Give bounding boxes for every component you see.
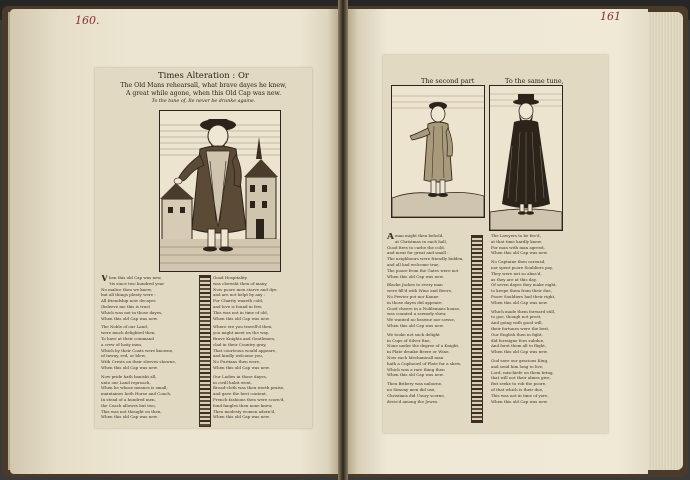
ballad-tune: To the tune of, Ile never be drunke againe. [151, 99, 256, 104]
verse-line: Lord, mischiefe on them bring, [491, 369, 554, 375]
verse-line: Broad-cloth was then worth praise, [213, 385, 285, 391]
verse-line: They were not so abus'd, [491, 270, 542, 276]
verse-line: Then Bribery was unborne, [387, 381, 443, 387]
verse-line: and meat for great and small : [387, 250, 449, 256]
verse-line: no Simony men did use, [387, 386, 436, 392]
verse-line: but all things plenty were : [101, 292, 156, 298]
woodcut-young-man [391, 85, 485, 218]
verse-line: This was not in time of yore, [491, 392, 549, 398]
verse-line: When this old Cap was new. [213, 364, 270, 370]
verse-line: Good fires to curbe the cold, [387, 244, 445, 250]
verse-line: Then modesty women adorn'd, [213, 408, 276, 414]
verse-line: French fashions then were scorn'd, [213, 396, 285, 402]
verse-line: Which was a rare thing then [387, 366, 445, 372]
verse-line: hen this old Cap was new, [108, 275, 162, 280]
verse-line: and all had welcome true, [387, 261, 440, 267]
ballad-title: Times Alteration : Or [157, 71, 249, 81]
verse-line: and are not helpt by any : [213, 292, 266, 298]
verse-line: When this old Cap was new. [213, 315, 270, 321]
drop-cap: V [101, 275, 108, 284]
verse-line: And forst them all to flight, [491, 343, 547, 349]
verse-line: That courteous would appeare, [213, 347, 277, 353]
folio-right: 161 [600, 10, 621, 23]
young-man-woodcut-illustration [392, 86, 484, 217]
verse-line: When this old Cap was new. [491, 299, 548, 305]
verse-line: fond fangles then none knew, [213, 402, 273, 408]
verse-lines [491, 233, 605, 404]
verse-line: Which made them forward still, [491, 308, 556, 314]
verse-line: man might then behold, [394, 233, 444, 238]
ballad-subtitle-2: A great while agone, when this Old Cap was new. [125, 90, 282, 97]
verse-line: But seeke to rob the poore, [491, 381, 547, 387]
verse-line: All friendship now decayes [101, 298, 156, 304]
gentleman-woodcut-illustration [490, 86, 562, 230]
verse-line: The Lawyers to be fee'd, [491, 233, 541, 238]
verse-line: their fortunes were the best, [491, 325, 550, 331]
verse-line: that will not their almes give, [491, 375, 551, 381]
verse-line: did forraigne foes subdue, [491, 337, 545, 343]
verse-line: We wanted no brawne nor sowse, [387, 317, 456, 323]
verse-line: in Plate drunke Beere or Wine, [387, 349, 450, 355]
verse-line: devis'd among the Jewes. [387, 398, 439, 404]
verse-line: When this old Cap was new. [101, 364, 158, 370]
verse-line: To have at their command [101, 335, 154, 341]
verse-line: as they are at this day, [491, 276, 537, 282]
verse-line: None under the degree of a Knight, [387, 343, 460, 349]
verse-line: In stead of a hundred men, [101, 396, 156, 402]
verse-line: hath a Cupboord of Plate for a shew, [387, 360, 462, 366]
verse-line: When this old Cap was new. [101, 315, 158, 321]
verse-line: and gave the best content, [213, 391, 267, 397]
woodcut-gentleman [489, 85, 563, 231]
verse-line: nor spent poore Souldiers pay, [491, 264, 553, 270]
verse-column-2 [491, 233, 605, 429]
verse-line: were fill'd with Wine and Beere, [387, 288, 453, 294]
verse-line: (beleeve me this is true) [101, 303, 151, 309]
verse-line: This was not thought on then, [101, 408, 162, 414]
verse-line: Which was not in those dayes, [101, 309, 163, 315]
verse-line: in those dayes did appeare, [387, 299, 443, 305]
drop-cap: A [387, 233, 394, 242]
verse-line: clad in their Country gray, [213, 341, 267, 347]
verse-column-1 [101, 275, 199, 425]
verse-line: When this old Cap was new. [491, 250, 548, 256]
verse-line: Which by their Coats were knowne, [101, 347, 174, 353]
second-part-heading: The second part [421, 77, 475, 85]
verse-line: The poore from the Gates were not [387, 267, 459, 273]
verse-line: the Coach allowes but two, [101, 402, 156, 408]
verse-line: was counted a seemely shew, [387, 311, 447, 317]
verse-line: was cherisht then of many, [213, 280, 268, 286]
verse-line: Our English then in fight, [491, 331, 543, 337]
verse-line: and send him long to live, [491, 363, 544, 369]
ballad-subtitle-1: The Old Mans rehearsall, what brave dayes he knew, [120, 82, 287, 89]
verse-line: The neighbours were friendly bidden, [387, 256, 464, 262]
verse-line: The Noble of our Land, [101, 324, 149, 330]
ornamental-divider [199, 275, 211, 427]
verse-line: When this old Cap was new. [213, 414, 270, 420]
verse-line: Now each Mechanicall man [387, 354, 444, 360]
verse-line: For Charity waxeth cold, [213, 298, 264, 304]
verse-line: Of seven dayes they make eight, [491, 282, 557, 288]
verse-lines [101, 275, 199, 420]
verse-line: When this old Cap was new. [387, 322, 444, 328]
page-edges-right [645, 12, 683, 470]
verse-line: When this old Cap was new. [491, 398, 548, 404]
right-broadside [383, 55, 608, 433]
verse-line: of that which is their due, [491, 386, 544, 392]
verse-line: to goe, though not prest, [491, 314, 542, 320]
verse-line: This was not in time of old, [213, 309, 268, 315]
verse-line: 'tis since two hundred year [108, 280, 165, 286]
verse-line: Now pride hath banisht all, [101, 373, 157, 379]
verse-line: No Captaine then carousd, [491, 259, 546, 265]
verse-column-2 [213, 275, 309, 425]
verse-line: When this old Cap was new. [491, 349, 548, 355]
verse-line: No Pewter pot nor Kanne [387, 293, 439, 299]
verse-line: of tawny, red, or blew, [101, 353, 146, 359]
verse-line: Our Ladies in those dayes, [213, 373, 267, 379]
book-gutter [338, 0, 348, 480]
verse-line: We tooke not such delight [387, 331, 440, 337]
verse-line: to keepe them from their due, [491, 288, 552, 294]
verse-line: And going with good will, [491, 320, 543, 326]
verse-lines [387, 233, 477, 404]
verse-line: No malice then we knew, [101, 286, 152, 292]
folio-left: 160. [75, 14, 100, 27]
verse-line: Good Hospitality [213, 275, 248, 280]
verse-line: Good cheere in a Noblemans house, [387, 305, 461, 311]
verse-line: at that time hardly knew, [491, 238, 542, 244]
verse-line: a crew of lusty men, [101, 341, 143, 347]
verse-line: With Crests on their sleeves showne, [101, 359, 177, 365]
verse-column-1 [387, 233, 477, 429]
verse-line: Where ere you travell'd then, [213, 324, 273, 330]
verse-line: When this old Cap was new. [101, 414, 158, 420]
verse-line: unto our Land reproach, [101, 379, 151, 385]
verse-line: Christians did Usury scorne, [387, 392, 445, 398]
verse-line: Brave Knights and Gentlemen, [213, 335, 276, 341]
verse-line: were much delighted then, [101, 330, 156, 336]
verse-line: you might meet on the way, [213, 330, 269, 336]
verse-line: and love is found in few, [213, 303, 263, 309]
old-man-woodcut-illustration [160, 111, 280, 271]
verse-line: For man with man agreed, [491, 244, 545, 250]
verse-line: maintaines both Horse and Coach, [101, 391, 172, 397]
verse-line: When this old Cap was new. [387, 372, 444, 378]
tune-heading: To the same tune, [505, 77, 564, 85]
verse-line: at Christmas in each hall, [394, 238, 447, 244]
ornamental-divider [471, 235, 483, 423]
verse-line: Poore Souldiers had their right, [491, 293, 556, 299]
verse-line: Now poore men starve and dye, [213, 286, 278, 292]
verse-line: and kindly welcome you, [213, 353, 264, 359]
verse-line: God save our gracious King, [491, 357, 549, 363]
verse-line: Blacke Jackes to every man [387, 282, 443, 288]
verse-line: When this old Cap was new. [387, 273, 444, 279]
woodcut-old-man [159, 110, 281, 272]
verse-line: No Puritans then were, [213, 359, 261, 365]
verse-line: in civill habit went, [213, 379, 252, 385]
verse-lines [213, 275, 309, 420]
verse-line: in Cups of Silver fine, [387, 337, 431, 343]
left-broadside [95, 68, 312, 428]
verse-line: When he whose meanes is small, [101, 385, 168, 391]
